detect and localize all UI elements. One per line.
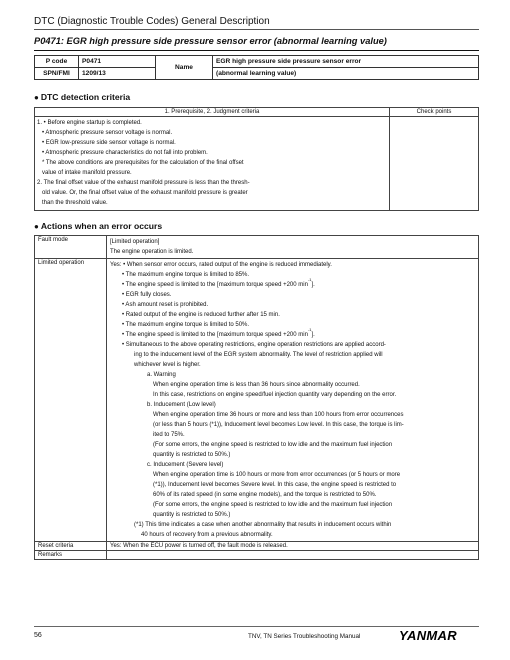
pcode-value: P0471 [79, 56, 156, 68]
fault-mode-label: Fault mode [35, 236, 107, 259]
dtc-title: P0471: EGR high pressure side pressure sensor error (abnormal learning value) [34, 36, 387, 46]
name-value-line1: EGR high pressure side pressure sensor error [213, 56, 479, 68]
limited-line: • EGR fully closes. [122, 292, 172, 298]
limited-line: 60% of its rated speed (in some engine models), and the torque is restricted to 50%. [153, 492, 377, 498]
limited-line: (For some errors, the engine speed is restricted to low idle and the maximum fuel injection [153, 502, 393, 508]
criteria-line: 2. The final offset value of the exhaust manifold pressure is less than the thresh- [37, 180, 250, 186]
limited-line: whichever level is higher. [134, 362, 201, 368]
name-label: Name [156, 56, 213, 80]
checkpoints-cell [390, 117, 479, 211]
page-header-title: DTC (Diagnostic Trouble Codes) General Description [34, 16, 270, 27]
remarks-cell [107, 551, 479, 560]
detection-criteria-table [34, 107, 479, 211]
criteria-line: 1. • Before engine startup is completed. [37, 120, 142, 126]
limited-line: In this case, restrictions on engine speed/fuel injection quantity vary depending on the error. [153, 392, 397, 398]
limited-operation-label: Limited operation [35, 259, 107, 542]
limited-line: (or less than 5 hours (*1)), Inducement level becomes Low level. In this case, the torque is lim- [153, 422, 404, 428]
bullet-icon: ● [34, 93, 39, 102]
criteria-cell [35, 117, 390, 211]
limited-line: • Ash amount reset is prohibited. [122, 302, 209, 308]
name-value-line2: (abnormal learning value) [213, 68, 479, 80]
limited-line: ing to the inducement level of the EGR system abnormality. The level of restriction applied will [134, 352, 383, 358]
limited-line: Yes: • When sensor error occurs, rated output of the engine is reduced immediately. [110, 262, 332, 268]
remarks-label: Remarks [35, 551, 107, 560]
checkpoints-column-header: Check points [390, 108, 479, 117]
spnfmi-value: 1209/13 [79, 68, 156, 80]
limited-line: • The engine speed is limited to the [maximum torque speed +200 $\min^{-1}$]. [122, 327, 315, 338]
yes-prefix: Yes: [110, 262, 122, 268]
limited-line: • The engine speed is limited to the [maximum torque speed +200 $\min^{-1}$]. [122, 277, 315, 288]
footer-divider [34, 626, 479, 627]
criteria-line: • EGR low-pressure side sensor voltage is normal. [42, 140, 176, 146]
criteria-line: value of intake manifold pressure. [42, 170, 132, 176]
limited-line: When engine operation time is 100 hours or more from error occurrences (or 5 hours or more [153, 472, 401, 478]
reset-criteria-text: Yes: When the ECU power is turned off, the fault mode is released. [107, 542, 479, 551]
fault-mode-cell [107, 236, 479, 259]
limited-line: When engine operation time 36 hours or more and less than 100 hours from error occurrences [153, 412, 404, 418]
limited-line: (*1)), Inducement level becomes Severe level. In this case, the engine speed is restricted to [153, 482, 397, 488]
limited-line: (For some errors, the engine speed is restricted to low idle and the maximum fuel injection [153, 442, 393, 448]
criteria-line: • Atmospheric pressure sensor voltage is normal. [42, 130, 173, 136]
bullet-icon: ● [34, 222, 39, 231]
limited-line: • Simultaneous to the above operating restrictions, engine operation restrictions are applied accord- [122, 342, 386, 348]
criteria-line: than the threshold value. [42, 200, 108, 206]
limited-line: quantity is restricted to 50%.) [153, 512, 231, 518]
limited-line: • Rated output of the engine is reduced further after 15 min. [122, 312, 280, 318]
spnfmi-label: SPN/FMI [35, 68, 79, 80]
limited-line: ited to 75%. [153, 432, 185, 438]
limited-line: • The maximum engine torque is limited to 50%. [122, 322, 250, 328]
limited-operation-cell [107, 259, 479, 542]
criteria-line: old value. Or, the final offset value of the exhaust manifold pressure is greater [42, 190, 248, 196]
page-number: 56 [34, 632, 42, 639]
actions-heading: ● Actions when an error occurs [34, 221, 163, 231]
limited-line: b. Inducement (Low level) [147, 402, 216, 408]
criteria-line: • Atmospheric pressure characteristics do not fall into problem. [42, 150, 208, 156]
fault-mode-line: [Limited operation] [110, 239, 160, 245]
yanmar-logo: YANMAR [399, 628, 457, 643]
dtc-code-table [34, 55, 479, 80]
manual-title: TNV, TN Series Troubleshooting Manual [248, 633, 361, 640]
fault-mode-line: The engine operation is limited. [110, 249, 194, 255]
pcode-label: P code [35, 56, 79, 68]
detection-heading: ● DTC detection criteria [34, 92, 131, 102]
limited-line: 40 hours of recovery from a previous abnormality. [141, 532, 273, 538]
limited-line: c. Inducement (Severe level) [147, 462, 224, 468]
limited-line: a. Warning [147, 372, 176, 378]
limited-line: (*1) This time indicates a case when another abnormality that results in inducement occurs within [134, 522, 392, 528]
title-divider [34, 50, 479, 51]
limited-line: • The maximum engine torque is limited to 85%. [122, 272, 250, 278]
actions-table [34, 235, 479, 560]
limited-line: When engine operation time is less than 36 hours since abnormality occurred. [153, 382, 360, 388]
criteria-line: * The above conditions are prerequisites for the calculation of the final offset [42, 160, 244, 166]
limited-line: quantity is restricted to 50%.) [153, 452, 231, 458]
reset-criteria-label: Reset criteria [35, 542, 107, 551]
header-divider [34, 29, 479, 30]
criteria-column-header: 1. Prerequisite, 2. Judgment criteria [35, 108, 390, 117]
